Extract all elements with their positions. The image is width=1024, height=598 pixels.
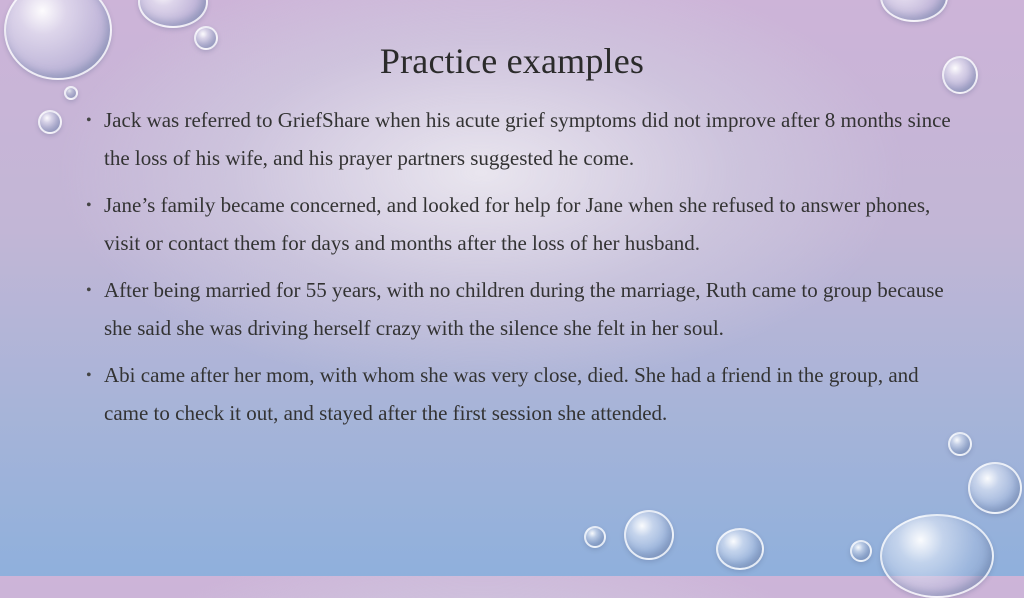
bullet-item <box>86 187 966 262</box>
bullet-text: Jane’s family became concerned, and looked for help for Jane when she refused to answer phones, visit or contact them for days and months after the loss of her husband. <box>104 193 931 255</box>
droplet-icon <box>584 526 606 548</box>
droplet-icon <box>880 0 948 22</box>
bullet-item <box>86 357 966 432</box>
droplet-icon <box>968 462 1022 514</box>
droplet-icon <box>880 514 994 598</box>
bullet-list <box>86 102 966 442</box>
bullet-text: Jack was referred to GriefShare when his acute grief symptoms did not improve after 8 months since the loss of his wife, and his prayer partners suggested he come. <box>104 108 951 170</box>
bullet-item <box>86 102 966 177</box>
bullet-point-icon: • <box>86 282 92 299</box>
droplet-icon <box>624 510 674 560</box>
droplet-icon <box>38 110 62 134</box>
bullet-text: After being married for 55 years, with no children during the marriage, Ruth came to group because she said she was driving herself crazy with the silence she felt in her soul. <box>104 278 944 340</box>
droplet-icon <box>64 86 78 100</box>
bullet-text: Abi came after her mom, with whom she was very close, died. She had a friend in the group, and came to check it out, and stayed after the first session she attended. <box>104 363 919 425</box>
slide-title: Practice examples <box>379 41 645 81</box>
bullet-point-icon: • <box>86 112 92 129</box>
bullet-point-icon: • <box>86 367 92 384</box>
droplet-icon <box>850 540 872 562</box>
droplet-icon <box>716 528 764 570</box>
droplet-icon <box>138 0 208 28</box>
bullet-point-icon: • <box>86 197 92 214</box>
bullet-item <box>86 272 966 347</box>
